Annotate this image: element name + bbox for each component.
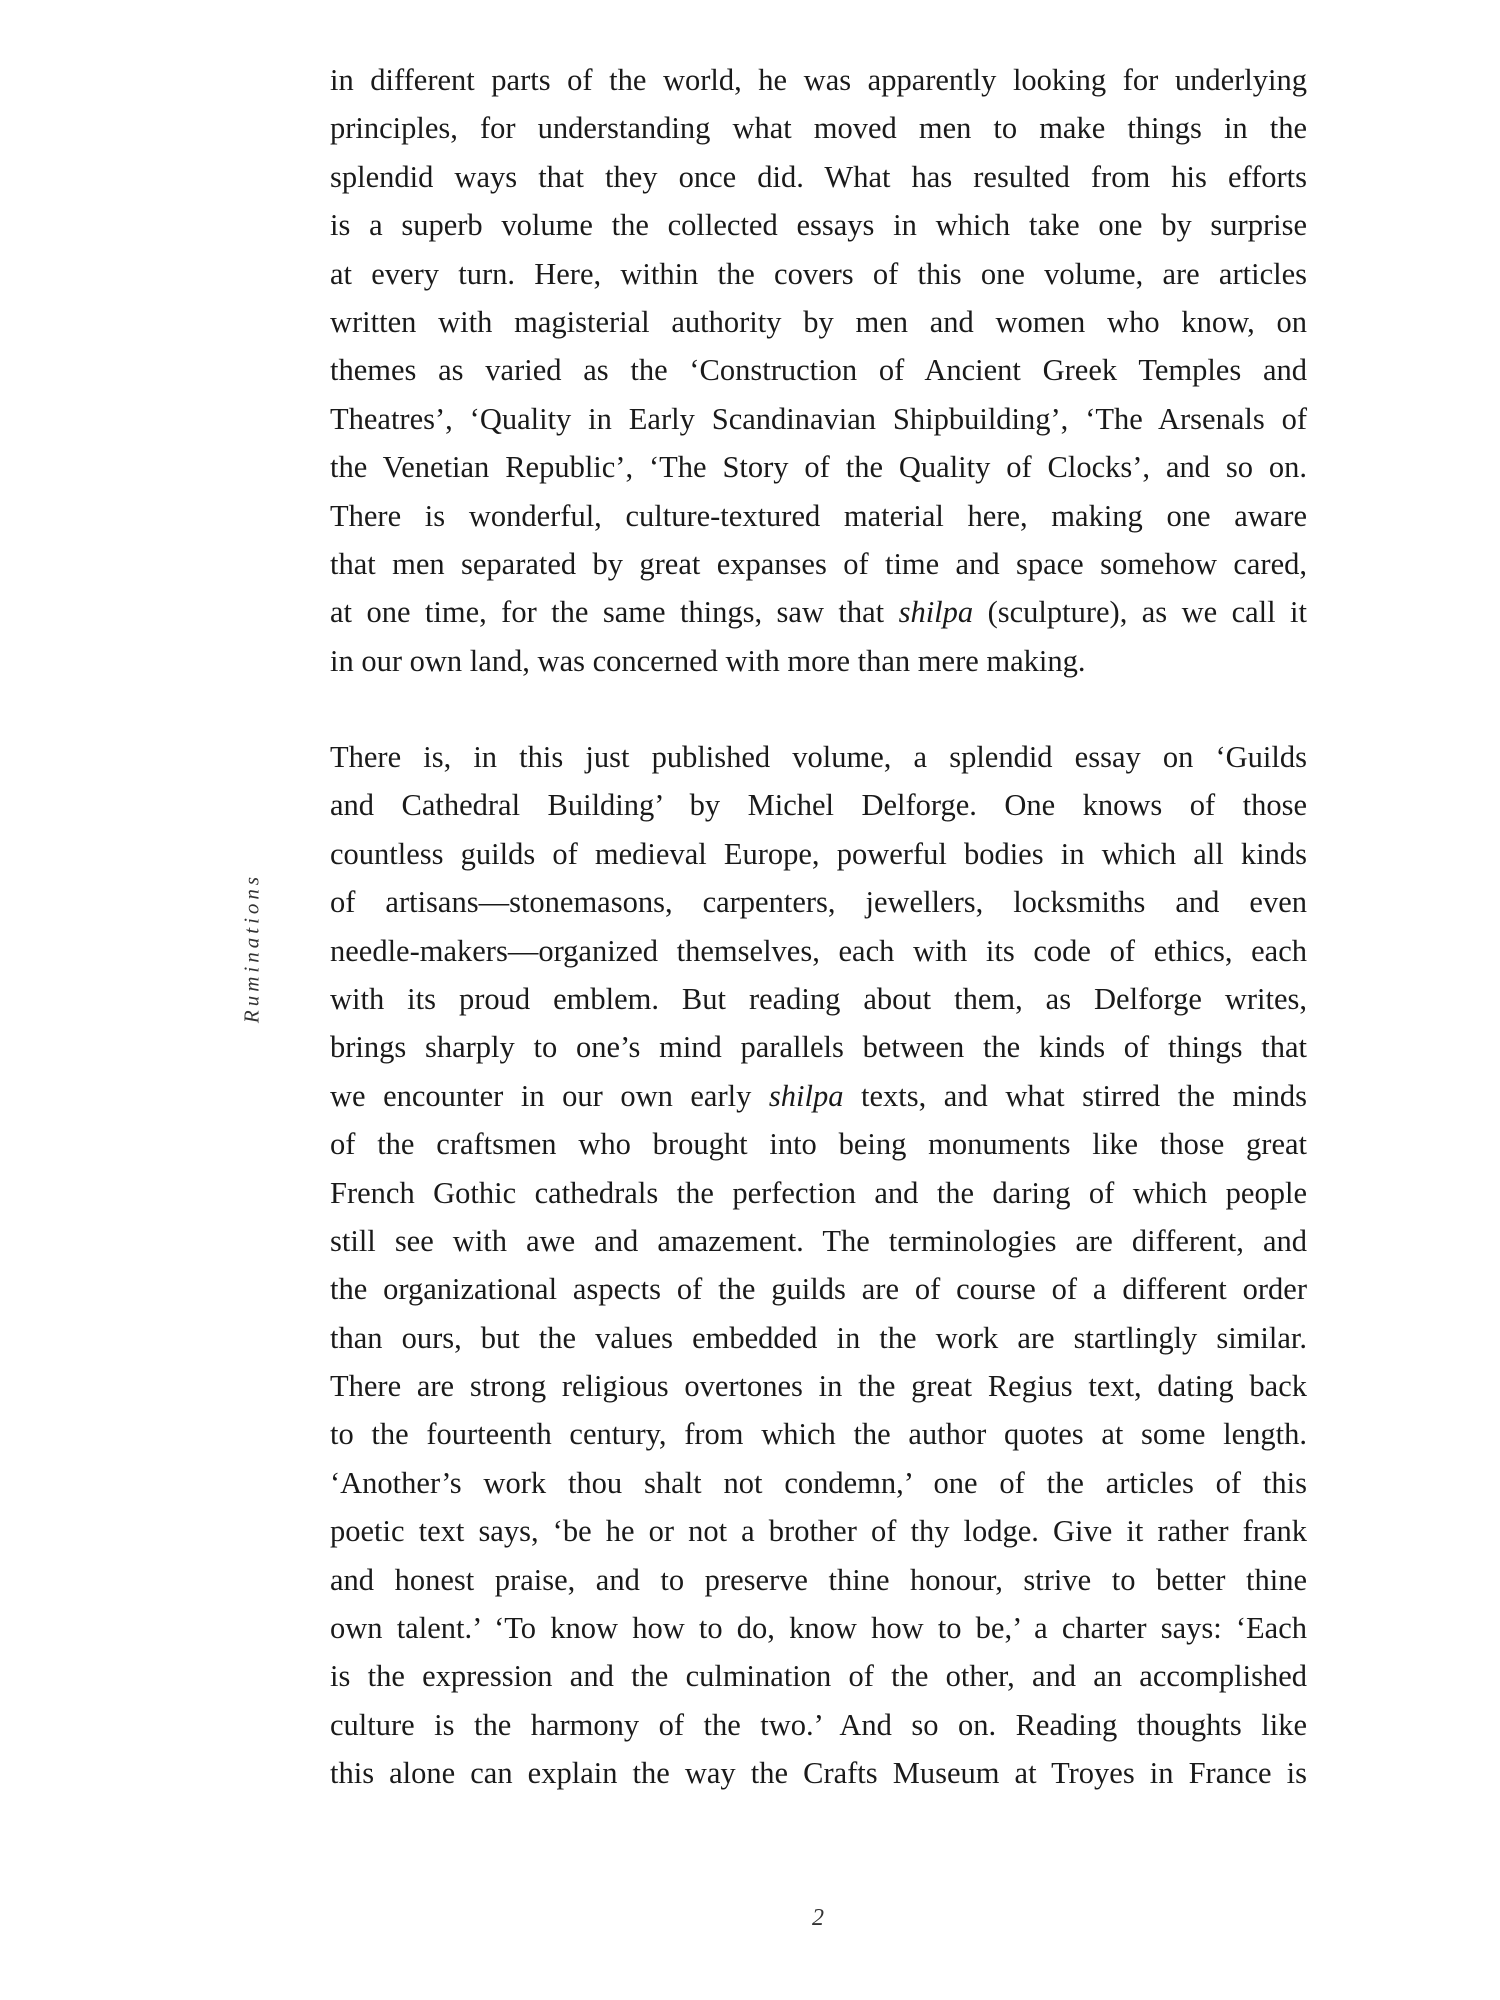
text-segment: is the expression and the culmination of the other, and an accomplished [330, 1659, 1307, 1694]
text-segment: this alone can explain the way the Crafts Museum at Troyes in France is [330, 1756, 1307, 1791]
text-line [330, 588, 1307, 636]
text-segment: themes as varied as the ‘Construction of Ancient Greek Temples and [330, 353, 1307, 388]
text-segment: at one time, for the same things, saw that [330, 595, 899, 630]
text-line [330, 395, 1307, 443]
text-segment: own talent.’ ‘To know how to do, know how to be,’ a charter says: ‘Each [330, 1611, 1307, 1646]
text-segment: (sculpture), as we call it [973, 595, 1307, 630]
text-segment: countless guilds of medieval Europe, powerful bodies in which all kinds [330, 836, 1307, 871]
paragraph-1 [330, 56, 1307, 685]
text-line [330, 1362, 1307, 1410]
text-segment: is a superb volume the collected essays in which take one by surprise [330, 208, 1307, 243]
text-segment: principles, for understanding what moved men to make things in the [330, 111, 1307, 146]
text-segment: There is, in this just published volume, a splendid essay on ‘Guilds [330, 740, 1307, 774]
text-segment: French Gothic cathedrals the perfection and the daring of which people [330, 1175, 1307, 1210]
text-segment: brings sharply to one’s mind parallels between the kinds of things that [330, 1030, 1307, 1065]
text-line [330, 781, 1307, 829]
text-line [330, 201, 1307, 249]
text-segment: splendid ways that they once did. What has resulted from his efforts [330, 159, 1307, 194]
text-line [330, 1749, 1307, 1797]
text-line [330, 1507, 1307, 1555]
text-line [330, 1023, 1307, 1071]
text-segment: of the craftsmen who brought into being monuments like those great [330, 1127, 1307, 1162]
text-segment: ‘Another’s work thou shalt not condemn,’ one of the articles of this [330, 1465, 1307, 1500]
text-segment: culture is the harmony of the two.’ And so on. Reading thoughts like [330, 1707, 1307, 1742]
text-segment: Theatres’, ‘Quality in Early Scandinavian Shipbuilding’, ‘The Arsenals of [330, 401, 1307, 436]
text-line [330, 443, 1307, 491]
text-segment: and Cathedral Building’ by Michel Delforge. One knows of those [330, 788, 1307, 823]
paragraph-2 [330, 733, 1307, 1798]
text-segment: with its proud emblem. But reading about them, as Delforge writes, [330, 981, 1307, 1016]
text-line [330, 1701, 1307, 1749]
text-segment: we encounter in our own early [330, 1078, 769, 1113]
text-line [330, 878, 1307, 926]
text-line [330, 346, 1307, 394]
text-segment: still see with awe and amazement. The terminologies are different, and [330, 1223, 1307, 1258]
text-segment: than ours, but the values embedded in the work are startlingly similar. [330, 1320, 1307, 1355]
text-segment: needle-makers—organized themselves, each with its code of ethics, each [330, 933, 1307, 968]
italic-term: shilpa [768, 1078, 844, 1113]
text-segment: at every turn. Here, within the covers of this one volume, are articles [330, 256, 1307, 291]
text-line [330, 540, 1307, 588]
text-segment: and honest praise, and to preserve thine honour, strive to better thine [330, 1562, 1307, 1597]
text-line [330, 1169, 1307, 1217]
text-segment: There are strong religious overtones in the great Regius text, dating back [330, 1369, 1307, 1404]
text-line [330, 975, 1307, 1023]
text-line [330, 104, 1307, 152]
page-number: 2 [812, 1905, 824, 1931]
text-line [330, 298, 1307, 346]
text-line [330, 1556, 1307, 1604]
text-segment: to the fourteenth century, from which the author quotes at some length. [330, 1417, 1307, 1452]
text-line [330, 1120, 1307, 1168]
text-segment: written with magisterial authority by men and women who know, on [330, 304, 1307, 339]
text-line [330, 1072, 1307, 1120]
running-head: Ruminations [239, 872, 264, 1024]
text-line [330, 830, 1307, 878]
text-segment: in our own land, was concerned with more than mere making. [330, 643, 1086, 678]
text-segment: that men separated by great expanses of time and space somehow cared, [330, 546, 1307, 581]
text-segment: the Venetian Republic’, ‘The Story of the Quality of Clocks’, and so on. [330, 450, 1307, 485]
text-line [330, 1652, 1307, 1700]
text-line [330, 927, 1307, 975]
text-line [330, 1459, 1307, 1507]
text-line [330, 1217, 1307, 1265]
text-line [330, 153, 1307, 201]
italic-term: shilpa [898, 595, 974, 630]
text-segment: of artisans—stonemasons, carpenters, jewellers, locksmiths and even [330, 885, 1307, 920]
text-line [330, 1265, 1307, 1313]
text-line [330, 1604, 1307, 1652]
text-line [330, 637, 1307, 685]
text-line [330, 250, 1307, 298]
text-segment: the organizational aspects of the guilds are of course of a different order [330, 1272, 1307, 1307]
text-line [330, 1314, 1307, 1362]
text-line [330, 733, 1307, 781]
text-segment: in different parts of the world, he was apparently looking for underlying [330, 63, 1307, 97]
text-line [330, 492, 1307, 540]
text-line [330, 1410, 1307, 1458]
text-segment: poetic text says, ‘be he or not a brother of thy lodge. Give it rather frank [330, 1514, 1307, 1549]
text-line [330, 56, 1307, 104]
text-segment: There is wonderful, culture-textured material here, making one aware [330, 498, 1307, 533]
text-segment: texts, and what stirred the minds [843, 1078, 1307, 1113]
